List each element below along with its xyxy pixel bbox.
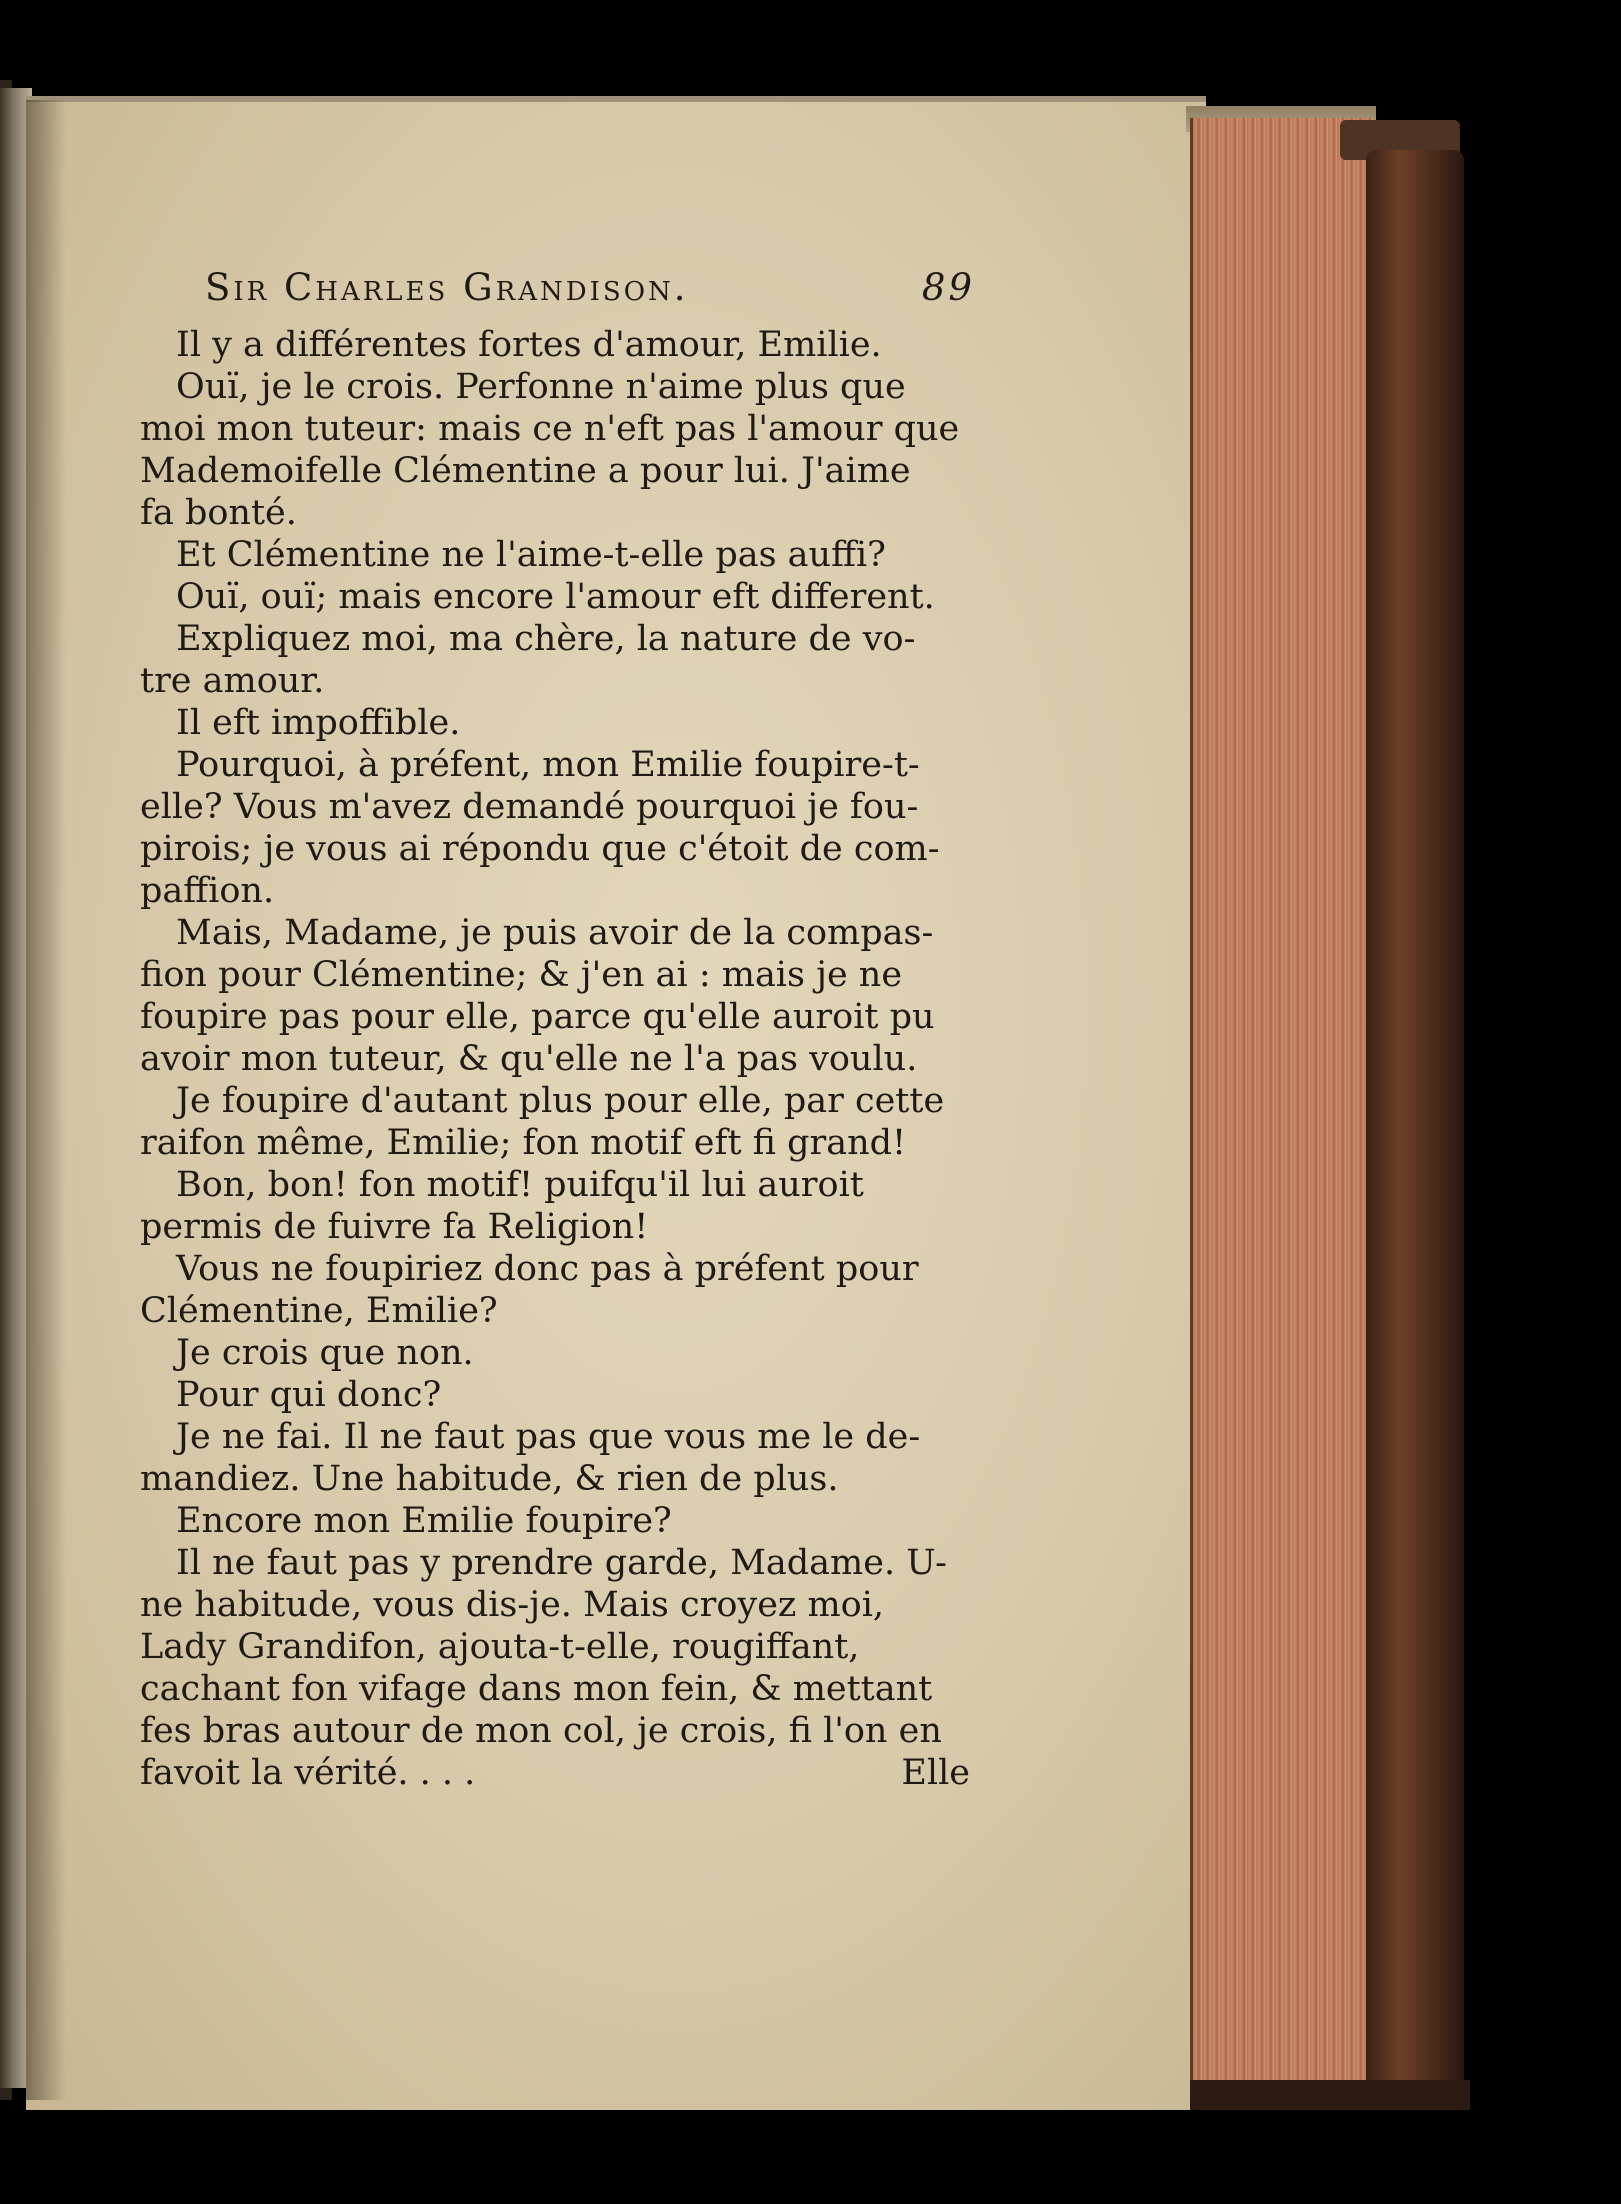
text-line: Je foupire d'autant plus pour elle, par cette [176, 1081, 945, 1121]
text-line: Je crois que non. [176, 1333, 474, 1373]
running-head-title: Sir Charles Grandison. [205, 266, 689, 309]
catchword: Elle [901, 1753, 970, 1793]
text-line: Ouï, ouï; mais encore l'amour eft different. [176, 577, 935, 617]
text-line: pirois; je vous ai répondu que c'étoit de com- [140, 829, 940, 869]
text-line: Pourquoi, à préfent, mon Emilie foupire-t- [176, 745, 920, 785]
gutter-shadow [26, 100, 66, 2100]
binding-bottom [1190, 2080, 1470, 2110]
text-line: Expliquez moi, ma chère, la nature de vo- [176, 619, 916, 659]
text-line: Et Clémentine ne l'aime-t-elle pas auffi? [176, 535, 886, 575]
running-head [205, 266, 975, 318]
text-line: Mais, Madame, je puis avoir de la compas- [176, 913, 934, 953]
text-line: Ouï, je le crois. Perfonne n'aime plus que [176, 367, 906, 407]
text-line: avoir mon tuteur, & qu'elle ne l'a pas voulu. [140, 1039, 918, 1079]
text-line: permis de fuivre fa Religion! [140, 1207, 649, 1247]
text-line: Pour qui donc? [176, 1375, 442, 1415]
text-line: Encore mon Emilie foupire? [176, 1501, 672, 1541]
text-line: paffion. [140, 871, 275, 911]
text-line: raifon même, Emilie; fon motif eft fi grand! [140, 1123, 907, 1163]
text-line: favoit la vérité. . . . [140, 1753, 476, 1793]
page-number: 89 [921, 266, 975, 309]
text-line: foupire pas pour elle, parce qu'elle auroit pu [140, 997, 935, 1037]
page-edges [1190, 118, 1373, 2088]
text-line: Il ne faut pas y prendre garde, Madame. U- [176, 1543, 947, 1583]
text-line: elle? Vous m'avez demandé pourquoi je fou- [140, 787, 919, 827]
text-line: tre amour. [140, 661, 325, 701]
text-line: cachant fon vifage dans mon fein, & mettant [140, 1669, 933, 1709]
text-line: fa bonté. [140, 493, 297, 533]
text-line: Vous ne foupiriez donc pas à préfent pour [176, 1249, 919, 1289]
text-line: Bon, bon! fon motif! puifqu'il lui auroit [176, 1165, 864, 1205]
text-line: ne habitude, vous dis-je. Mais croyez moi, [140, 1585, 885, 1625]
text-line: fes bras autour de mon col, je crois, fi l'on en [140, 1711, 942, 1751]
text-line: moi mon tuteur: mais ce n'eft pas l'amour que [140, 409, 960, 449]
text-line: Mademoifelle Clémentine a pour lui. J'aime [140, 451, 911, 491]
text-line: Clémentine, Emilie? [140, 1291, 498, 1331]
text-line: Il eft impoffible. [176, 703, 461, 743]
text-line: mandiez. Une habitude, & rien de plus. [140, 1459, 839, 1499]
text-line: Je ne fai. Il ne faut pas que vous me le de- [176, 1417, 921, 1457]
text-line: fion pour Clémentine; & j'en ai : mais je ne [140, 955, 903, 995]
text-line: Il y a différentes fortes d'amour, Emilie. [176, 325, 882, 365]
book-binding [1366, 150, 1464, 2100]
text-line: Lady Grandifon, ajouta-t-elle, rougiffant, [140, 1627, 860, 1667]
